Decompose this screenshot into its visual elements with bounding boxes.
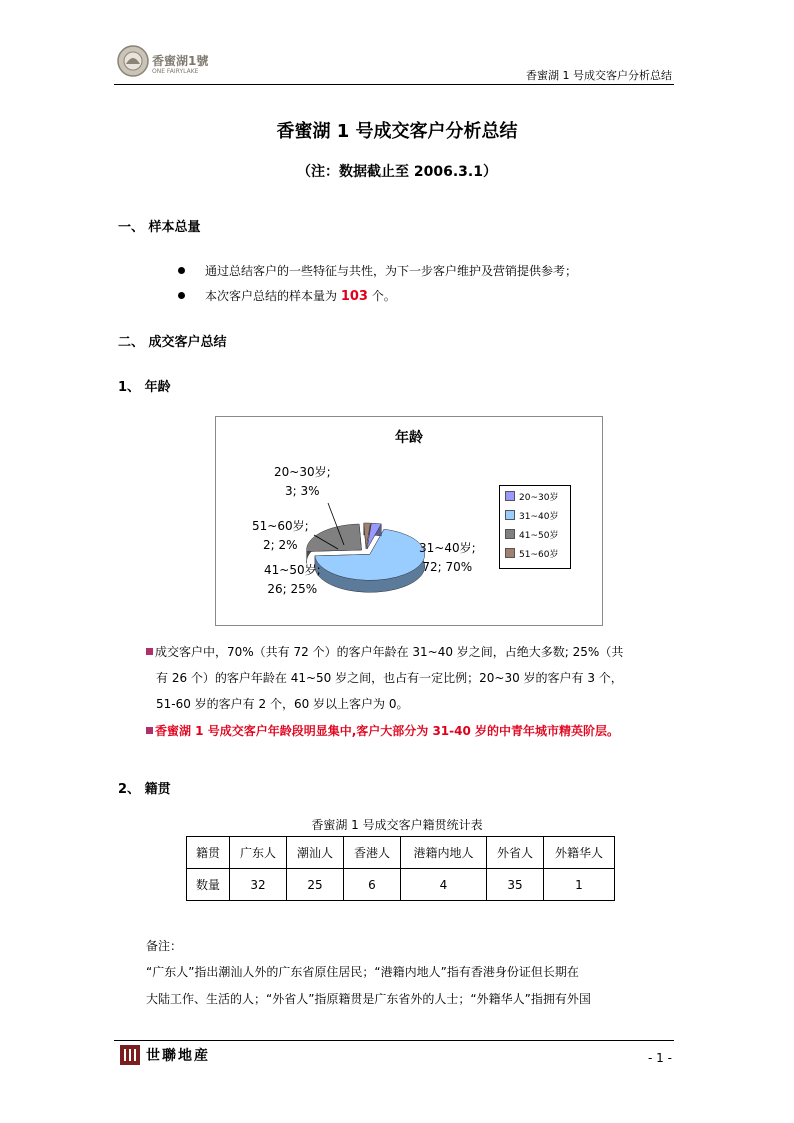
square-bullet-icon: [146, 648, 153, 655]
header-logo-subtext: ONE FAIRYLAKE: [152, 68, 199, 75]
section-1-heading: 一、 样本总量: [118, 220, 201, 235]
data-label-41-50-value: 26; 25%: [267, 582, 318, 596]
bullet-dot-icon: [178, 267, 185, 274]
origin-table: [186, 836, 615, 901]
bullet-dot-icon: [178, 292, 185, 299]
square-bullet-icon: [146, 727, 153, 734]
notes-label: 备注：: [146, 939, 183, 953]
table-header-cell: 外籍华人: [544, 837, 615, 869]
chart-title: 年龄: [395, 430, 423, 446]
analysis-text: 成交客户中，70%（共有 72 个）的客户年龄在 31~40 岁之间，占绝大多数; 25%（共: [155, 645, 624, 659]
footer-logo: [120, 1044, 210, 1064]
header-logo: [116, 40, 216, 82]
data-label-51-60-value: 2; 2%: [263, 538, 298, 552]
chart-legend: [499, 485, 571, 569]
bullet-text: 通过总结客户的一些特征与共性，为下一步客户维护及营销提供参考；: [205, 264, 578, 278]
running-title: 香蜜湖 1 号成交客户分析总结: [526, 69, 672, 82]
document-title: 香蜜湖 1 号成交客户分析总结: [276, 121, 518, 142]
data-label-20-30-category: 20~30岁;: [274, 465, 331, 479]
table-caption: 香蜜湖 1 号成交客户籍贯统计表: [311, 818, 483, 832]
table-cell: 4: [401, 869, 487, 901]
table-header-cell: 广东人: [230, 837, 287, 869]
table-header-row: [187, 837, 615, 869]
subsection-origin-heading: 2、 籍贯: [118, 782, 171, 797]
analysis-line-1: [146, 643, 623, 660]
table-cell: 35: [487, 869, 544, 901]
page-number: - 1 -: [648, 1051, 672, 1065]
table-cell: 25: [287, 869, 344, 901]
data-label-31-40-value: 72; 70%: [422, 560, 473, 574]
legend-item: [505, 509, 558, 522]
legend-swatch: [505, 491, 515, 501]
footer-rule: [114, 1040, 674, 1041]
table-cell: 1: [544, 869, 615, 901]
legend-item: [505, 490, 558, 503]
section-2-heading: 二、 成交客户总结: [118, 335, 227, 350]
legend-label: 31~40岁: [519, 512, 559, 522]
data-label-41-50: [264, 561, 321, 599]
subsection-age-heading: 1、 年龄: [118, 380, 171, 395]
legend-label: 20~30岁: [519, 493, 559, 503]
data-label-31-40: [419, 539, 476, 577]
data-label-41-50-category: 41~50岁;: [264, 563, 321, 577]
table-cell: 6: [344, 869, 401, 901]
legend-swatch: [505, 548, 515, 558]
sample-suffix: 个。: [367, 289, 396, 303]
data-label-20-30-value: 3; 3%: [285, 484, 320, 498]
table-row-label: 数量: [187, 869, 230, 901]
document-subtitle: （注：数据截止至 2006.3.1）: [297, 164, 497, 180]
data-label-51-60-category: 51~60岁;: [252, 519, 309, 533]
legend-label: 41~50岁: [519, 531, 559, 541]
conclusion-text: 香蜜湖 1 号成交客户年龄段明显集中,客户大部分为 31-40 岁的中青年城市精英阶层。: [155, 724, 620, 738]
sample-value: 103: [340, 289, 368, 304]
table-header-cell: 潮汕人: [287, 837, 344, 869]
legend-swatch: [505, 529, 515, 539]
legend-item: [505, 547, 558, 560]
data-label-51-60: [252, 517, 309, 555]
legend-label: 51~60岁: [519, 550, 559, 560]
table-header-cell: 港籍内地人: [401, 837, 487, 869]
company-name: 世聯地産: [146, 1047, 210, 1064]
age-pie-chart: [215, 416, 603, 626]
table-row: [187, 869, 615, 901]
legend-item: [505, 528, 558, 541]
table-header-cell: 外省人: [487, 837, 544, 869]
analysis-line-2: 有 26 个）的客户年龄在 41~50 岁之间，也占有一定比例；20~30 岁的客户有 3 个，: [156, 671, 623, 685]
analysis-conclusion: [146, 722, 619, 739]
legend-swatch: [505, 510, 515, 520]
bullet-item: [178, 262, 577, 279]
notes-line-1: “广东人”指出潮汕人外的广东省原住居民；“港籍内地人”指有香港身份证但长期在: [146, 965, 579, 979]
header-rule: [114, 84, 674, 85]
table-header-cell: 籍贯: [187, 837, 230, 869]
table-header-cell: 香港人: [344, 837, 401, 869]
data-label-20-30: [274, 463, 331, 501]
bullet-item-sample: [178, 287, 396, 304]
company-logo-icon: [120, 1045, 140, 1065]
analysis-line-3: 51-60 岁的客户有 2 个，60 岁以上客户为 0。: [156, 697, 409, 711]
notes-line-2: 大陆工作、生活的人；“外省人”指原籍贯是广东省外的人士；“外籍华人”指拥有外国: [146, 992, 591, 1006]
data-label-31-40-category: 31~40岁;: [419, 541, 476, 555]
sample-prefix: 本次客户总结的样本量为: [205, 289, 341, 303]
header-logo-text: 香蜜湖1號: [152, 54, 209, 68]
table-cell: 32: [230, 869, 287, 901]
